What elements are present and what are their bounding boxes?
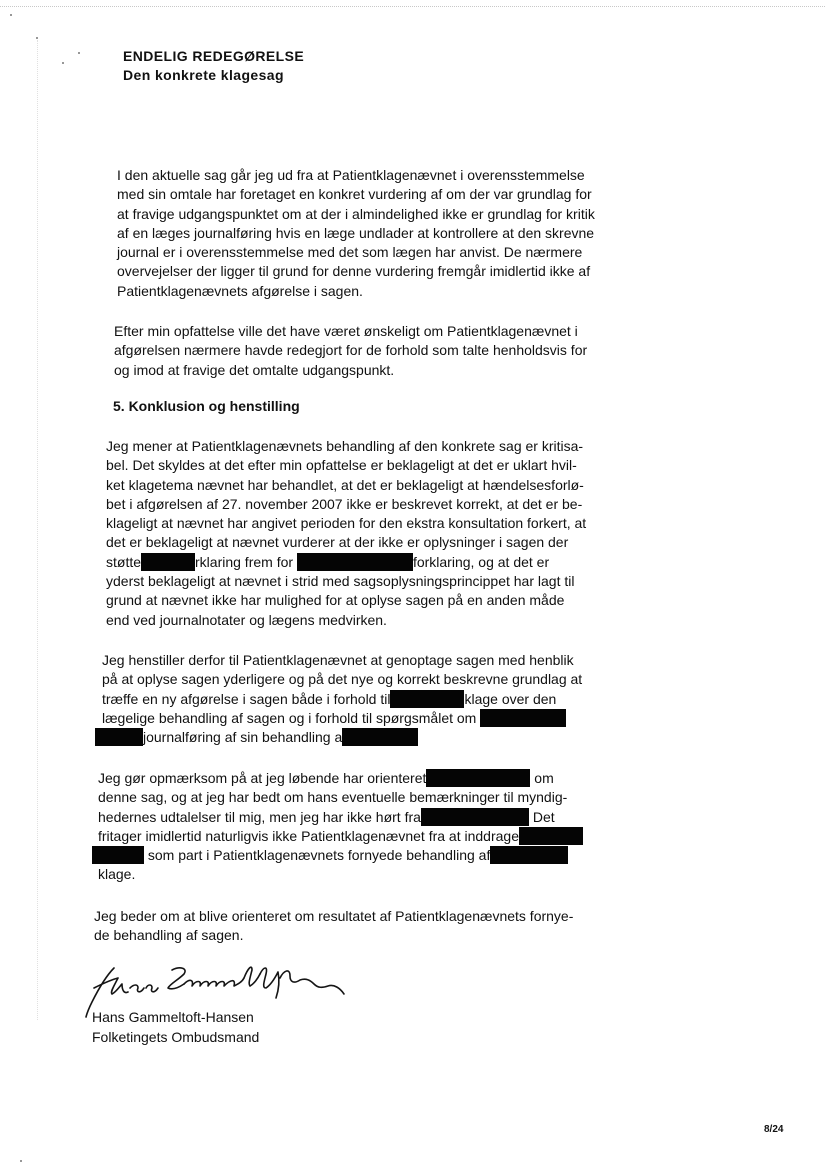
text-line <box>102 690 582 709</box>
redaction-bar <box>426 769 530 787</box>
text-line: I den aktuelle sag går jeg ud fra at Patientklagenævnet i overensstemmelse <box>117 167 585 183</box>
text-fragment: som part i Patientklagenævnets fornyede behandling af <box>147 847 491 864</box>
text-line: Patientklagenævnets afgørelse i sagen. <box>117 282 363 299</box>
text-fragment: hedernes udtalelser til mig, men jeg har ikke hørt fra <box>98 808 421 825</box>
signature-stroke <box>184 978 244 986</box>
text-line <box>92 846 583 865</box>
signatory-title: Folketingets Ombudsmand <box>92 1028 260 1045</box>
redaction-bar <box>390 690 464 708</box>
redaction-bar <box>141 553 195 571</box>
signature-stroke <box>168 968 185 989</box>
text-line: afgørelsen nærmere havde redegjort for de forhold som talte henholdsvis for <box>114 342 588 359</box>
text-line <box>98 827 583 846</box>
section-heading: 5. Konklusion og henstilling <box>113 398 300 414</box>
text-fragment: Det <box>532 808 555 825</box>
text-fragment: lægelige behandling af sagen og i forhold til spørgsmålet om <box>102 709 477 726</box>
scan-speck <box>62 62 64 64</box>
text-line: af en læges journalføring hvis en læge undlader at kontrollere at den skrevne <box>117 224 595 241</box>
redaction-bar <box>92 846 144 864</box>
paragraph-5 <box>98 769 583 885</box>
text-line: med sin omtale har foretaget en konkret vurdering af om der var grundlag for <box>117 186 592 203</box>
paragraph-3 <box>106 437 586 630</box>
text-line: journal er i overensstemmelse med det som lægen har anvist. De nærmere <box>117 244 583 261</box>
text-line: de behandling af sagen. <box>94 927 244 944</box>
text-line: Jeg beder om at blive orienteret om resultatet af Patientklagenævnets fornye- <box>94 908 574 924</box>
paragraph-2 <box>114 322 587 380</box>
redaction-bar <box>421 808 529 826</box>
text-line: klageligt at nævnet har angivet perioden for den ekstra konsultation forkert, at <box>106 515 587 532</box>
text-line <box>102 709 582 728</box>
signature-block <box>92 1008 259 1047</box>
signature-stroke <box>244 967 260 986</box>
text-line: Jeg henstiller derfor til Patientklagenævnet at genoptage sagen med henblik <box>102 652 574 668</box>
signature-stroke <box>260 968 279 998</box>
text-fragment: journalføring af sin behandling a <box>143 729 343 746</box>
redaction-bar <box>95 728 143 746</box>
text-fragment: klage over den <box>464 690 557 707</box>
text-fragment: forklaring, og at det er <box>412 553 550 570</box>
signature-stroke <box>94 978 128 994</box>
text-fragment: rklaring frem for <box>195 553 294 570</box>
paragraph-6 <box>94 907 573 946</box>
redaction-bar <box>297 553 413 571</box>
text-fragment: Jeg gør opmærksom på at jeg løbende har orienteret <box>98 770 427 786</box>
text-line: grund at nævnet ikke har mulighed for at oplyse sagen på en anden måde <box>106 592 565 609</box>
redaction-bar <box>519 827 583 845</box>
text-fragment: om <box>534 770 554 786</box>
signature-stroke <box>146 985 158 992</box>
scan-margin-line <box>37 40 38 1020</box>
text-fragment: fritager imidlertid naturligvis ikke Patientklagenævnet fra at inddrage <box>98 827 519 844</box>
text-fragment: træffe en ny afgørelse i sagen både i forhold til <box>102 690 391 707</box>
text-line: overvejelser der ligger til grund for denne vurdering fremgår imidlertid ikke af <box>117 263 591 280</box>
text-line: end ved journalnotater og lægens medvirken. <box>106 611 387 628</box>
text-line <box>98 769 583 788</box>
header-subtitle: Den konkrete klagesag <box>123 67 284 83</box>
text-line: og imod at fravige det omtalte udgangspunkt. <box>114 361 395 378</box>
text-line: på at oplyse sagen yderligere og på det nye og korrekt beskrevne grundlag at <box>102 671 583 688</box>
text-line <box>95 728 582 747</box>
document-header <box>123 47 304 85</box>
text-line: bel. Det skyldes at det efter min opfattelse er beklageligt at det er uklart hvil- <box>106 457 577 474</box>
redaction-bar <box>490 846 568 864</box>
scan-speck <box>20 1160 22 1162</box>
signature-stroke <box>280 971 344 994</box>
scan-speck <box>36 37 38 39</box>
text-line: denne sag, og at jeg har bedt om hans eventuelle bemærkninger til myndig- <box>98 789 568 806</box>
signatory-name: Hans Gammeltoft-Hansen <box>92 1009 254 1025</box>
page-number: 8/24 <box>764 1124 784 1135</box>
text-fragment: støtte <box>106 553 142 570</box>
header-title: ENDELIG REDEGØRELSE <box>123 48 305 64</box>
text-line <box>98 808 583 827</box>
text-line: klage. <box>98 866 136 883</box>
redaction-bar <box>342 728 418 746</box>
paragraph-4 <box>102 651 582 747</box>
text-line: det er beklageligt at nævnet vurderer at der ikke er oplysninger i sagen der <box>106 534 569 551</box>
paragraph-1 <box>117 166 595 301</box>
scan-edge-line <box>0 6 825 7</box>
text-line: ket klagetema nævnet har behandlet, at det er beklageligt at hændelsesforlø- <box>106 476 584 493</box>
redaction-bar <box>480 709 566 727</box>
signature-stroke <box>130 985 144 992</box>
text-line: Jeg mener at Patientklagenævnets behandling af den konkrete sag er kritisa- <box>106 438 584 454</box>
text-line <box>106 553 586 572</box>
text-line: yderst beklageligt at nævnet i strid med sagsoplysningsprincippet har lagt til <box>106 573 575 590</box>
text-line: bet i afgørelsen af 27. november 2007 ikke er beskrevet korrekt, at det er be- <box>106 495 583 512</box>
text-line: at fravige udgangspunktet om at der i almindelighed ikke er grundlag for kritik <box>117 205 595 222</box>
scan-speck <box>78 52 80 54</box>
scan-speck <box>10 14 12 16</box>
text-line: Efter min opfattelse ville det have været ønskeligt om Patientklagenævnet i <box>114 323 578 339</box>
